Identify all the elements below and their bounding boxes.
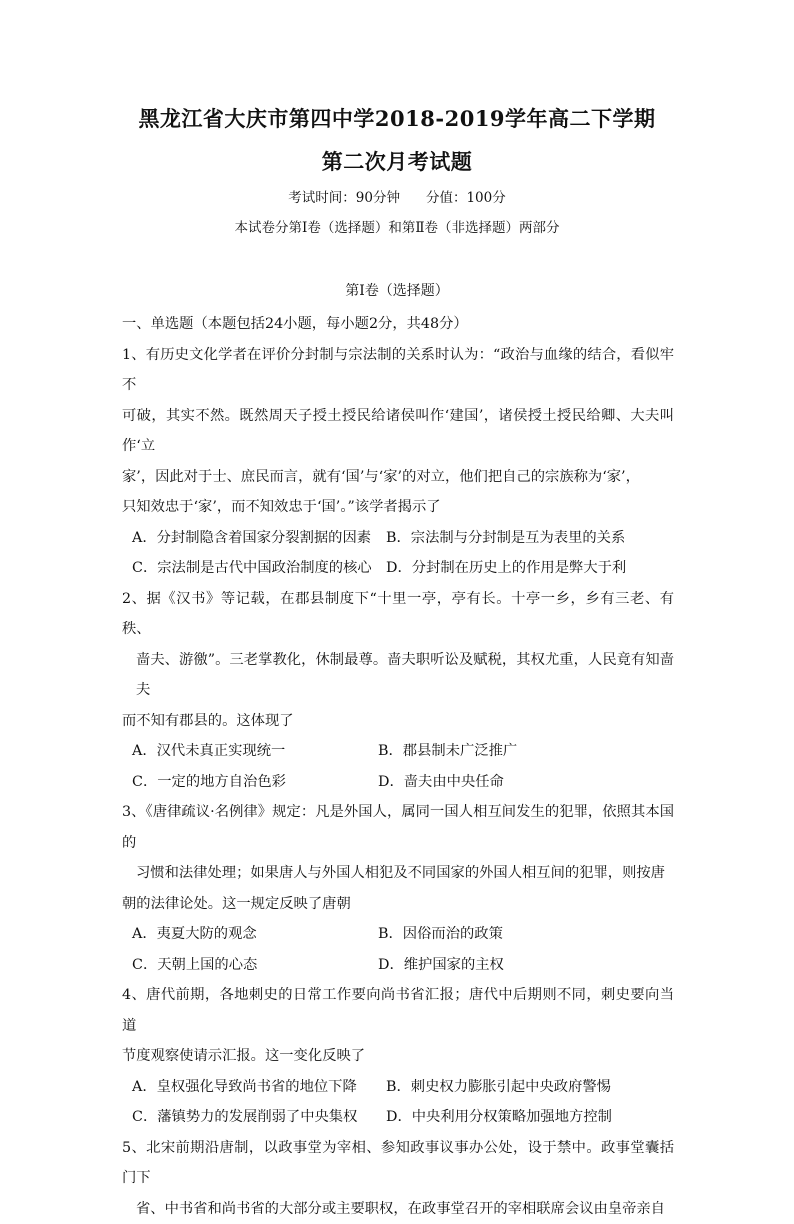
question-2-option-a: A．汉代未真正实现统一 bbox=[132, 736, 378, 767]
question-1-options-row-1 bbox=[122, 523, 674, 554]
question-2-line-2: 啬夫、游徼”。三老掌教化，休制最尊。啬夫职听讼及赋税，其权尤重，人民竟有知啬夫 bbox=[122, 645, 674, 706]
question-3-option-d: D．维护国家的主权 bbox=[378, 950, 504, 981]
question-4-options-row-1 bbox=[122, 1072, 674, 1103]
question-2-line-3: 而不知有郡县的。这体现了 bbox=[122, 706, 674, 737]
question-4-line-1: 4、唐代前期，各地刺史的日常工作要向尚书省汇报；唐代中后期则不同，刺史要向当道 bbox=[122, 980, 674, 1041]
question-4-option-d: D．中央利用分权策略加强地方控制 bbox=[386, 1102, 612, 1133]
question-1-line-1: 1、有历史文化学者在评价分封制与宗法制的关系时认为：“政治与血缘的结合，看似牢不 bbox=[122, 340, 674, 401]
question-2-options-row-1 bbox=[122, 736, 674, 767]
question-content bbox=[122, 309, 674, 1224]
question-2-option-d: D．啬夫由中央任命 bbox=[378, 767, 504, 798]
question-1-options-row-2 bbox=[122, 553, 674, 584]
exam-time: 考试时间：90分钟 bbox=[288, 190, 400, 206]
question-3-line-2: 习惯和法律处理；如果唐人与外国人相犯及不同国家的外国人相互间的犯罪，则按唐 bbox=[122, 858, 674, 889]
question-2-option-c: C．一定的地方自治色彩 bbox=[132, 767, 378, 798]
question-5-line-1: 5、北宋前期沿唐制，以政事堂为宰相、参知政事议事办公处，设于禁中。政事堂囊括门下 bbox=[122, 1133, 674, 1194]
question-1-option-a: A．分封制隐含着国家分裂割据的因素 bbox=[132, 523, 386, 554]
question-2-options-row-2 bbox=[122, 767, 674, 798]
question-3-option-c: C．天朝上国的心态 bbox=[132, 950, 378, 981]
question-1-line-3: 家’，因此对于士、庶民而言，就有‘国’与‘家’的对立，他们把自己的宗族称为‘家’， bbox=[122, 462, 674, 493]
question-3-line-1: 3、《唐律疏议·名例律》规定：凡是外国人，属同一国人相互间发生的犯罪，依照其本国的 bbox=[122, 797, 674, 858]
question-3-option-a: A．夷夏大防的观念 bbox=[132, 919, 378, 950]
question-1-option-d: D．分封制在历史上的作用是弊大于利 bbox=[386, 553, 626, 584]
section-title: 第Ⅰ卷（选择题） bbox=[0, 280, 794, 300]
question-4-options-row-2 bbox=[122, 1102, 674, 1133]
question-1-option-c: C．宗法制是古代中国政治制度的核心 bbox=[132, 553, 386, 584]
question-4-line-2: 节度观察使请示汇报。这一变化反映了 bbox=[122, 1041, 674, 1072]
part-heading: 一、单选题（本题包括24小题，每小题2分，共48分） bbox=[122, 309, 674, 340]
question-5-line-2: 省、中书省和尚书省的大部分或主要职权，在政事堂召开的宰相联席会议由皇帝亲自 bbox=[122, 1194, 674, 1224]
question-4-option-b: B．刺史权力膨胀引起中央政府警惕 bbox=[386, 1072, 611, 1103]
question-1-line-2: 可破，其实不然。既然周天子授土授民给诸侯叫作‘建国’，诸侯授土授民给卿、大夫叫作‘立 bbox=[122, 401, 674, 462]
exam-title-line2: 第二次月考试题 bbox=[0, 146, 794, 176]
exam-meta bbox=[0, 186, 794, 206]
exam-title-line1: 黑龙江省大庆市第四中学2018-2019学年高二下学期 bbox=[0, 103, 794, 133]
question-2-option-b: B．郡县制未广泛推广 bbox=[378, 736, 517, 767]
question-3-line-3: 朝的法律论处。这一规定反映了唐朝 bbox=[122, 889, 674, 920]
question-3-option-b: B．因俗而治的政策 bbox=[378, 919, 503, 950]
question-1-option-b: B．宗法制与分封制是互为表里的关系 bbox=[386, 523, 625, 554]
question-3-options-row-2 bbox=[122, 950, 674, 981]
exam-score: 分值：100分 bbox=[426, 190, 506, 206]
exam-note: 本试卷分第Ⅰ卷（选择题）和第Ⅱ卷（非选择题）两部分 bbox=[0, 216, 794, 236]
question-4-option-c: C．藩镇势力的发展削弱了中央集权 bbox=[132, 1102, 386, 1133]
question-3-options-row-1 bbox=[122, 919, 674, 950]
question-4-option-a: A．皇权强化导致尚书省的地位下降 bbox=[132, 1072, 386, 1103]
question-2-line-1: 2、据《汉书》等记载，在郡县制度下“十里一亭，亭有长。十亭一乡，乡有三老、有秩、 bbox=[122, 584, 674, 645]
question-1-line-4: 只知效忠于‘家’，而不知效忠于‘国’。”该学者揭示了 bbox=[122, 492, 674, 523]
